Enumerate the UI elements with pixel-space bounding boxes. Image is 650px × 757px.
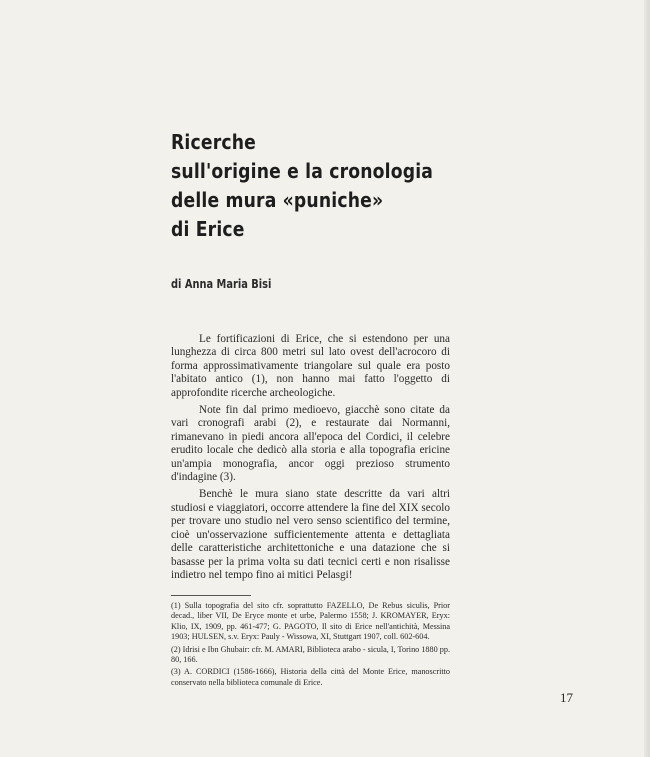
- title-line: di Erice: [171, 217, 245, 241]
- footnote: (3) A. CORDICI (1586-1666), Historia della città del Monte Erice, manoscritto conservato nella biblioteca comunale di Erice.: [171, 667, 450, 687]
- footnote: (1) Sulla topografia del sito cfr. soprattutto FAZELLO, De Rebus siculis, Prior decad., liber VII, De Eryce monte et urbe, Palermo 1558; J. KROMAYER, Eryx: Klio, IX, 1909, pp. 461-477; G. PAGOTO, Il sito di Erice nell'antichità, Messina 1903; HULSEN, s.v. Eryx: Pauly - Wissowa, XI, Stuttgart 1907, coll. 602-604.: [171, 601, 450, 642]
- article-title: [171, 128, 434, 244]
- paragraph: Benchè le mura siano state descritte da vari altri studiosi e viaggiatori, occorre attendere la fine del XIX secolo per trovare uno studio nel vero senso scientifico del termine, cioè un'osservazione sufficientemente attenta e dettagliata delle caratteristiche architettoniche e una datazione che si basasse per la prima volta su dati tecnici certi e non risalisse indietro nel tempo fino ai mitici Pelasgi!: [171, 488, 450, 581]
- footnote: (2) Idrisi e Ibn Ghubair: cfr. M. AMARI, Biblioteca arabo - sicula, I, Torino 1880 pp. 80, 166.: [171, 644, 450, 665]
- author-byline: di Anna Maria Bisi: [171, 277, 272, 291]
- footnote-divider: [171, 595, 251, 596]
- page-edge: [644, 0, 650, 757]
- body-text: [171, 333, 450, 586]
- footnotes: [171, 601, 450, 690]
- paragraph: Note fin dal primo medioevo, giacchè sono citate da vari cronografi arabi (2), e restaurate dai Normanni, rimanevano in piedi ancora all'epoca del Cordici, il celebre erudito locale che dedicò alla storia e alla topografia ericine un'ampia monografia, ancor oggi prezioso strumento d'indagine (3).: [171, 404, 450, 484]
- page-number: 17: [560, 690, 573, 705]
- title-line: sull'origine e la cronologia: [171, 159, 434, 183]
- title-line: Ricerche: [171, 130, 257, 154]
- title-line: delle mura «puniche»: [171, 188, 384, 212]
- paragraph: Le fortificazioni di Erice, che si estendono per una lunghezza di circa 800 metri sul lato ovest dell'acrocoro di forma approssimativamente triangolare sul quale era posto l'abitato antico (1), non hanno mai fatto l'oggetto di approfondite ricerche archeologiche.: [171, 333, 450, 399]
